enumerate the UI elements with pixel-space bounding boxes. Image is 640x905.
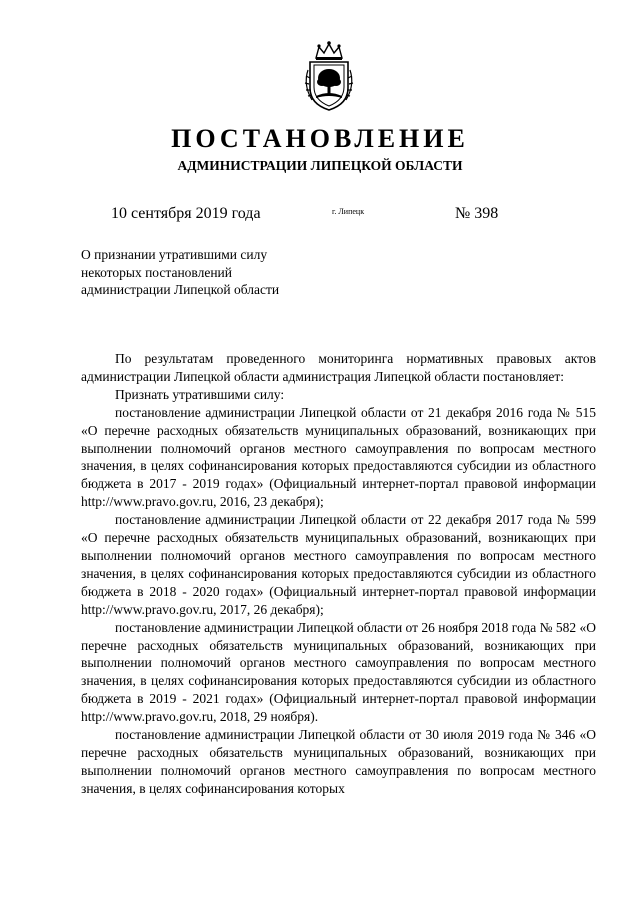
body-paragraph: постановление администрации Липецкой области от 22 декабря 2017 года № 599 «О перечне расходных обязательств муниципальных образований, возникающих при выполнении полномочий органов местного самоуправления по вопросам местного значения, в целях софинансирования которых предоставляются субсидии из областного бюджета в 2018 - 2020 годах» (Официальный интернет-портал правовой информации http://www.pravo.gov.ru, 2017, 26 декабря); [81, 512, 596, 617]
subject-line: некоторых постановлений [81, 264, 233, 280]
body-paragraph: постановление администрации Липецкой области от 21 декабря 2016 года № 515 «О перечне расходных обязательств муниципальных образований, возникающих при выполнении полномочий органов местного самоуправления по вопросам местного значения, в целях софинансирования которых предоставляются субсидии из областного бюджета в 2017 - 2019 годах» (Официальный интернет-портал правовой информации http://www.pravo.gov.ru, 2016, 23 декабря); [81, 404, 596, 510]
body-paragraph: постановление администрации Липецкой области от 30 июля 2019 года № 346 «О перечне расходных обязательств муниципальных образований, возникающих при выполнении полномочий органов местного самоуправления по вопросам местного значения, в целях софинансирования которых [81, 727, 596, 796]
document-body [81, 350, 596, 796]
document-city: г. Липецк [332, 207, 365, 216]
document-date: 10 сентября 2019 года [111, 205, 261, 222]
body-paragraph: постановление администрации Липецкой области от 26 ноября 2018 года № 582 «О перечне расходных обязательств муниципальных образований, возникающих при выполнении полномочий органов местного самоуправления по вопросам местного значения, в целях софинансирования которых предоставляются субсидии из областного бюджета в 2019 - 2021 годах» (Официальный интернет-портал правовой информации http://www.pravo.gov.ru, 2018, 29 ноября). [81, 619, 596, 725]
coat-of-arms-icon [298, 40, 360, 112]
document-subtitle: АДМИНИСТРАЦИИ ЛИПЕЦКОЙ ОБЛАСТИ [177, 158, 463, 173]
document-number: № 398 [455, 205, 499, 222]
body-paragraph: Признать утратившими силу: [115, 386, 285, 402]
coat-of-arms-emblem [298, 40, 360, 112]
document-title: ПОСТАНОВЛЕНИЕ [171, 124, 469, 153]
body-paragraph: По результатам проведенного мониторинга нормативных правовых актов администрации Липецкой области администрация Липецкой области постановляет: [81, 351, 596, 384]
subject-line: администрации Липецкой области [81, 282, 280, 297]
subject-line: О признании утратившими силу [81, 247, 268, 262]
document-subject [81, 246, 331, 299]
